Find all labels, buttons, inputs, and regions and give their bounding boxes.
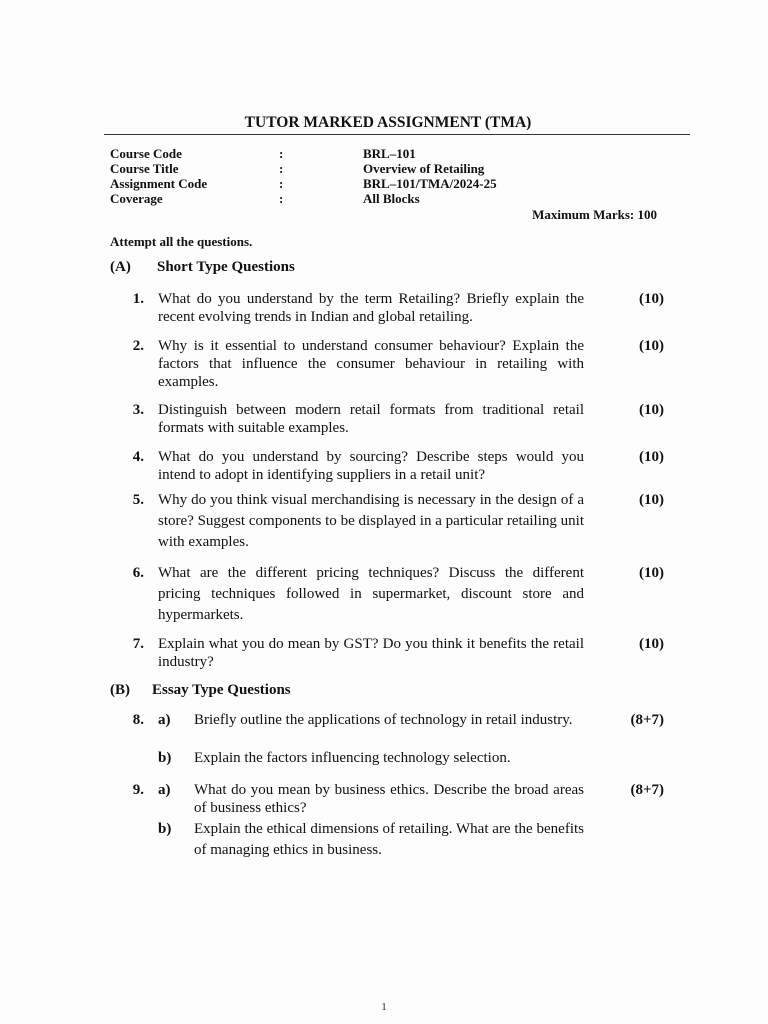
- maximum-marks: Maximum Marks: 100: [532, 207, 657, 222]
- meta-value: All Blocks: [363, 191, 420, 206]
- part-text: What do you mean by business ethics. Describe the broad areas of business ethics?: [194, 782, 584, 816]
- question-marks: (10): [639, 338, 664, 354]
- meta-value: BRL–101/TMA/2024-25: [363, 176, 497, 191]
- part-text: Explain the ethical dimensions of retailing. What are the benefits of managing ethics in business.: [194, 821, 584, 858]
- meta-label: Course Code: [110, 146, 182, 161]
- question-marks: (10): [639, 565, 664, 581]
- question-marks: (10): [639, 636, 664, 652]
- title-divider: [104, 134, 690, 135]
- question-number: 7.: [132, 636, 144, 652]
- part-label: a): [158, 782, 171, 798]
- question-text: Why is it essential to understand consumer behaviour? Explain the factors that influence the consumer behaviour in retailing with examples.: [158, 338, 584, 390]
- question-number: 4.: [132, 449, 144, 465]
- section-b-title: Essay Type Questions: [152, 682, 291, 698]
- meta-colon: :: [279, 146, 284, 161]
- question-text: Explain what you do mean by GST? Do you think it benefits the retail industry?: [158, 636, 584, 670]
- part-text: Explain the factors influencing technology selection.: [194, 750, 511, 766]
- meta-colon: :: [279, 176, 284, 191]
- meta-label: Assignment Code: [110, 176, 208, 191]
- part-text: Briefly outline the applications of technology in retail industry.: [194, 712, 573, 728]
- question-number: 9.: [132, 782, 144, 798]
- meta-value: Overview of Retailing: [363, 161, 485, 176]
- question-marks: (10): [639, 291, 664, 307]
- question-marks: (10): [639, 402, 664, 418]
- meta-label: Course Title: [110, 161, 179, 176]
- question-text: Distinguish between modern retail formats from traditional retail formats with suitable examples.: [158, 402, 584, 436]
- section-b-label: (B): [110, 682, 130, 698]
- document-title: TUTOR MARKED ASSIGNMENT (TMA): [244, 114, 532, 131]
- question-marks: (10): [639, 449, 664, 465]
- question-number: 1.: [132, 291, 144, 307]
- section-a-title: Short Type Questions: [157, 259, 295, 275]
- meta-colon: :: [279, 161, 284, 176]
- question-marks: (8+7): [630, 712, 664, 728]
- page-number: 1: [381, 1002, 387, 1013]
- question-number: 2.: [132, 338, 144, 354]
- instruction-text: Attempt all the questions.: [110, 234, 253, 249]
- question-text: What do you understand by the term Retailing? Briefly explain the recent evolving trends in Indian and global retailing.: [158, 291, 584, 325]
- meta-value: BRL–101: [363, 146, 416, 161]
- question-marks: (10): [639, 492, 664, 508]
- section-a-label: (A): [110, 259, 131, 275]
- meta-colon: :: [279, 191, 284, 206]
- question-number: 5.: [132, 492, 144, 508]
- question-text: What do you understand by sourcing? Describe steps would you intend to adopt in identifying suppliers in a retail unit?: [158, 449, 584, 483]
- part-label: b): [158, 821, 172, 837]
- part-label: a): [158, 712, 171, 728]
- question-marks: (8+7): [630, 782, 664, 798]
- question-text: Why do you think visual merchandising is necessary in the design of a store? Suggest components to be displayed in a particular retailing unit with examples.: [158, 492, 584, 550]
- question-number: 6.: [132, 565, 144, 581]
- question-number: 8.: [132, 712, 144, 728]
- meta-label: Coverage: [110, 191, 163, 206]
- question-text: What are the different pricing techniques? Discuss the different pricing techniques followed in supermarket, discount store and hypermarkets.: [158, 565, 584, 623]
- part-label: b): [158, 750, 172, 766]
- question-number: 3.: [132, 402, 144, 418]
